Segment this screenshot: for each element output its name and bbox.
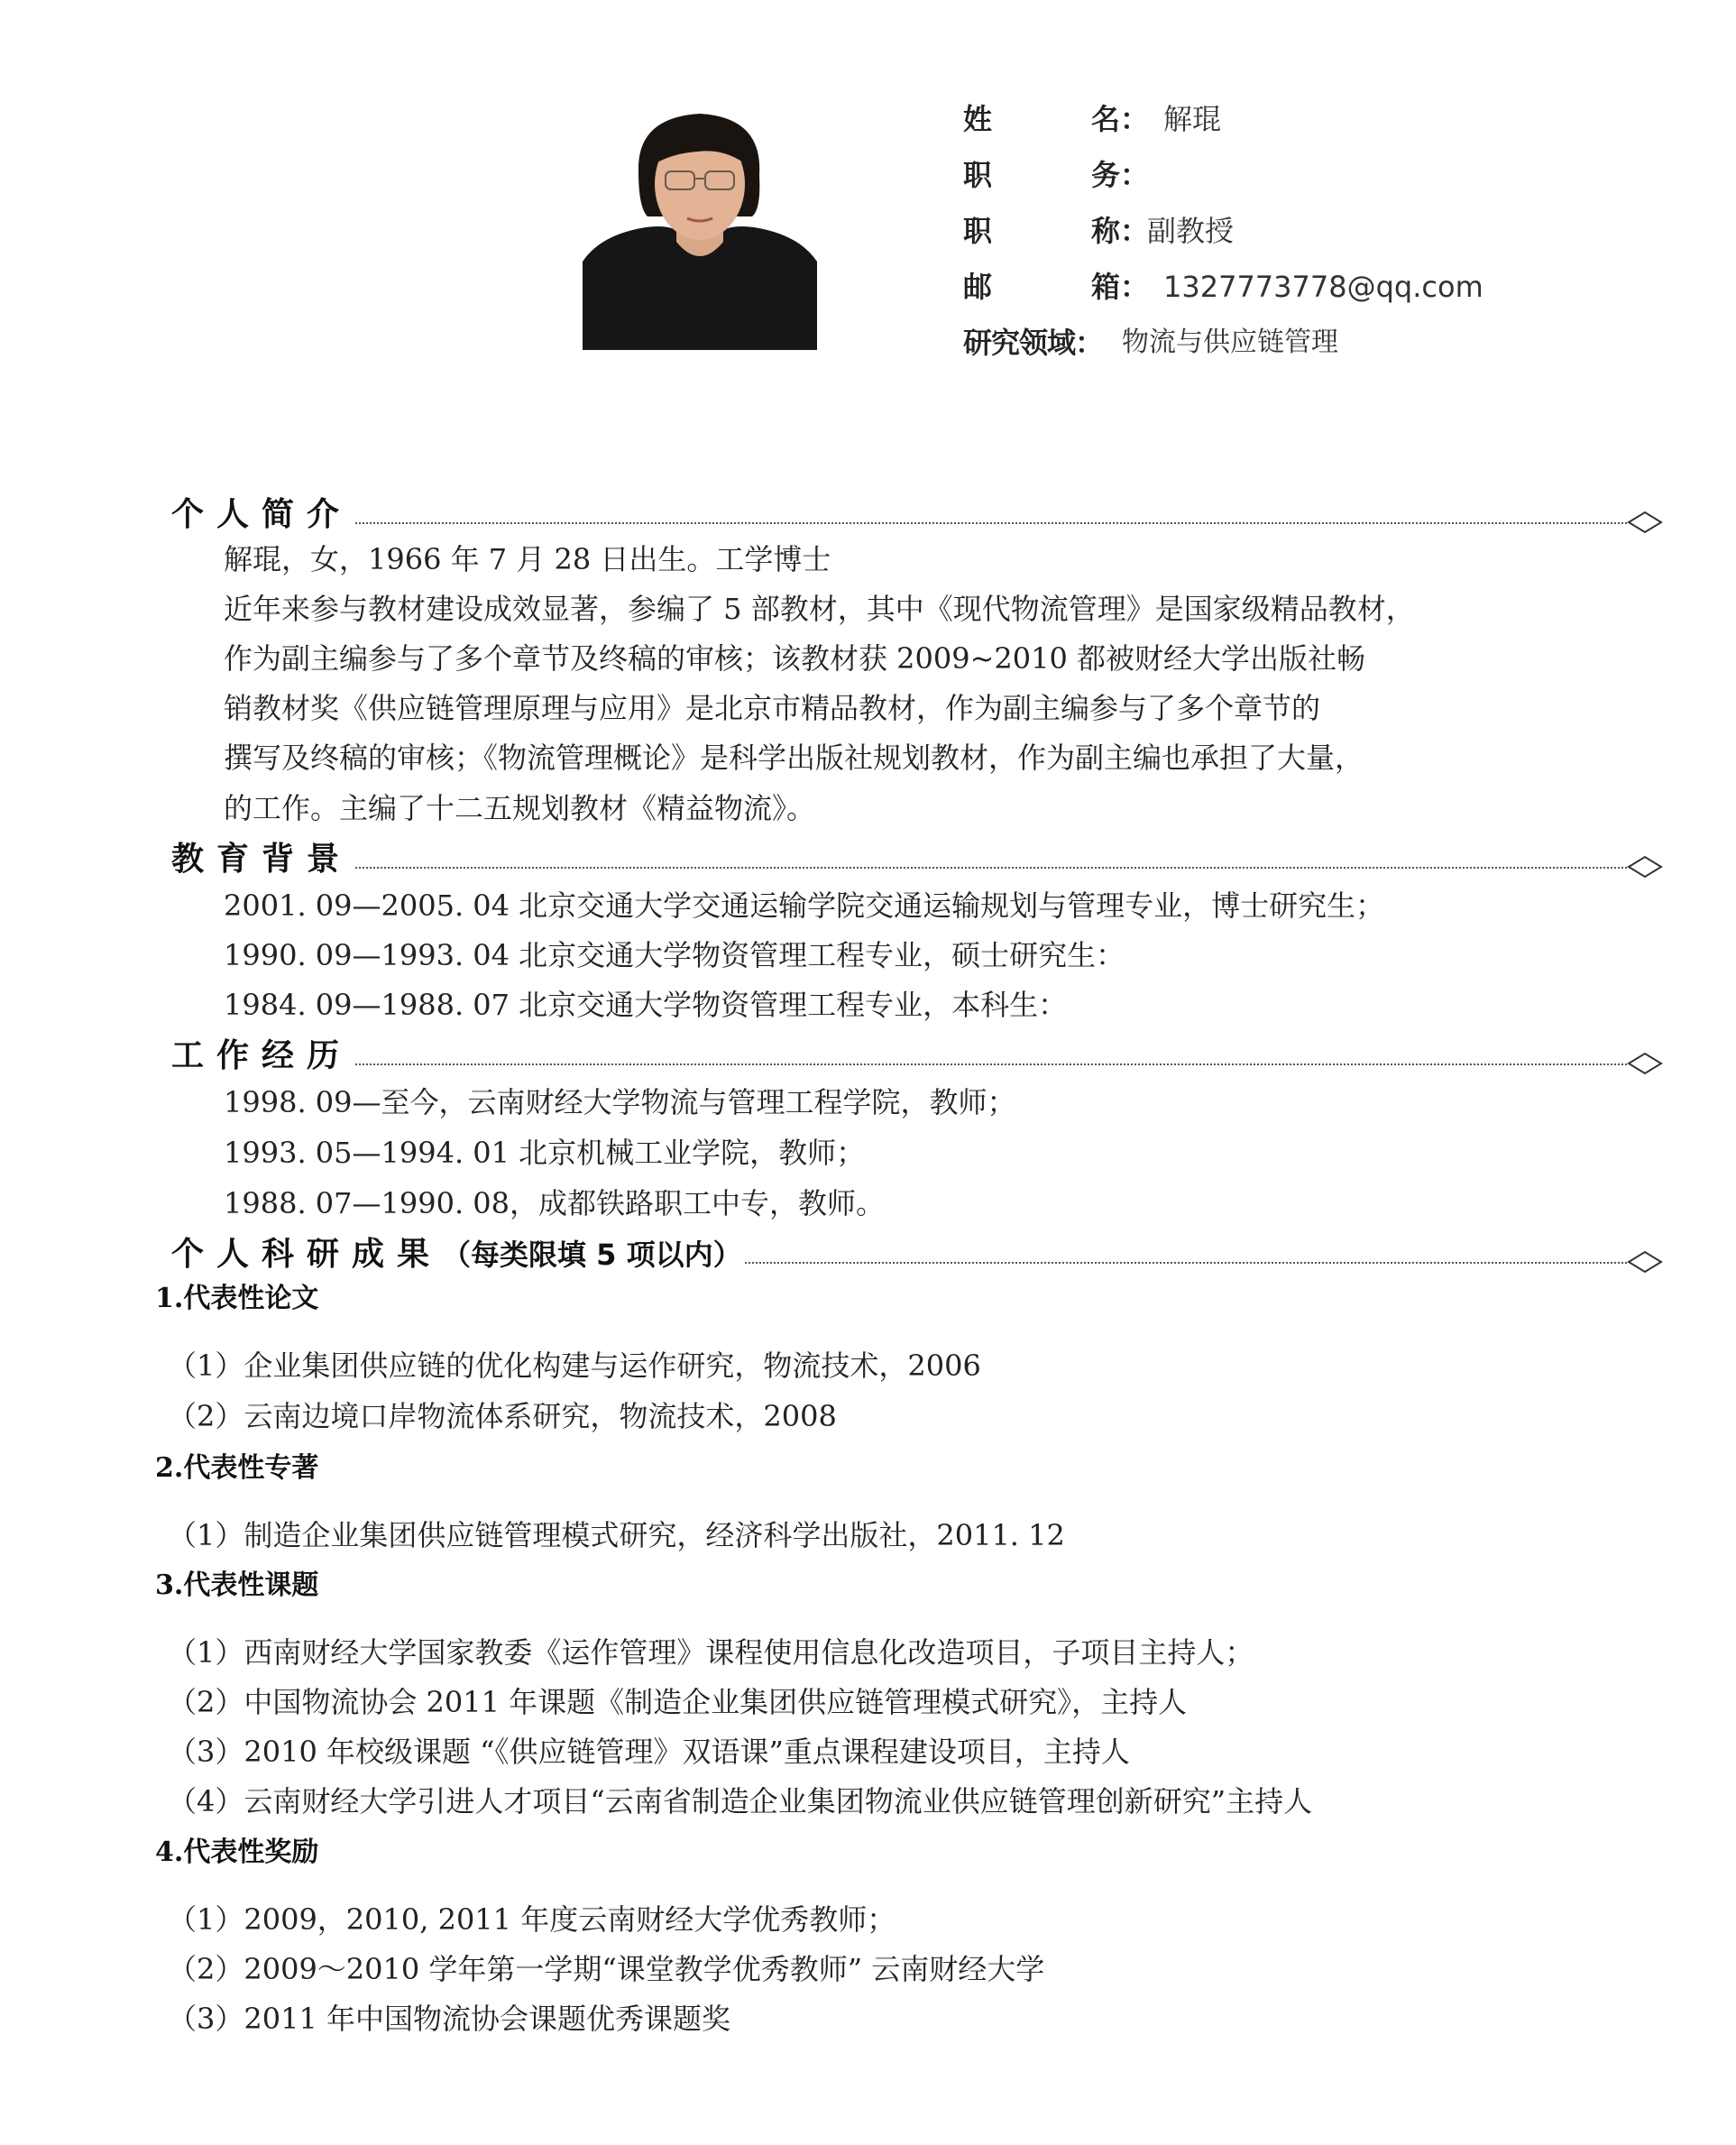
research-item: （1）制造企业集团供应链管理模式研究，经济科学出版社，2011. 12 bbox=[168, 1518, 1065, 1552]
intro-line: 的工作。主编了十二五规划教材《精益物流》。 bbox=[224, 791, 816, 825]
research-item: （1）西南财经大学国家教委《运作管理》课程使用信息化改造项目，子项目主持人； bbox=[168, 1635, 1254, 1670]
subheading-papers: 1.代表性论文 bbox=[155, 1283, 319, 1314]
research-title-text: 个人科研成果 bbox=[171, 1236, 443, 1273]
work-line: 1993. 05—1994. 01 北京机械工业学院，教师； bbox=[224, 1136, 866, 1170]
subheading-projects: 3.代表性课题 bbox=[155, 1570, 319, 1601]
research-item: （3）2010 年校级课题 “《供应链管理》双语课”重点课程建设项目，主持人 bbox=[168, 1735, 1130, 1769]
intro-line: 近年来参与教材建设成效显著，参编了 5 部教材，其中《现代物流管理》是国家级精品教材， bbox=[224, 592, 1415, 626]
education-line: 1990. 09—1993. 04 北京交通大学物资管理工程专业，硕士研究生： bbox=[224, 938, 1125, 972]
education-line: 2001. 09—2005. 04 北京交通大学交通运输学院交通运输规划与管理专业，博士研究生； bbox=[224, 888, 1385, 923]
email-label: 邮 bbox=[963, 270, 993, 304]
section-header-intro bbox=[171, 494, 1663, 538]
subheading-awards: 4.代表性奖励 bbox=[155, 1837, 319, 1868]
email-label-b: 箱： bbox=[1091, 270, 1150, 304]
title-value: 副教授 bbox=[1147, 214, 1235, 248]
intro-line: 作为副主编参与了多个章节及终稿的审核；该教材获 2009~2010 都被财经大学出版社畅 bbox=[224, 641, 1366, 676]
research-item: （2）云南边境口岸物流体系研究，物流技术，2008 bbox=[168, 1399, 837, 1433]
section-note: （每类限填 5 项以内） bbox=[442, 1238, 742, 1272]
work-line: 1988. 07—1990. 08，成都铁路职工中专，教师。 bbox=[224, 1186, 886, 1220]
portrait-photo-icon bbox=[583, 108, 817, 350]
work-line: 1998. 09—至今，云南财经大学物流与管理工程学院，教师； bbox=[224, 1085, 1016, 1119]
profile-photo bbox=[583, 108, 817, 350]
diamond-icon bbox=[1627, 1052, 1663, 1075]
title-label: 职 bbox=[963, 214, 993, 248]
research-item: （2）中国物流协会 2011 年课题《制造企业集团供应链管理模式研究》，主持人 bbox=[168, 1685, 1188, 1719]
dotted-divider bbox=[171, 522, 1627, 524]
diamond-icon bbox=[1627, 855, 1663, 879]
name-label-b: 名： bbox=[1091, 102, 1150, 136]
section-title: 教育背景 bbox=[171, 839, 354, 880]
section-title: 个人简介 bbox=[171, 494, 354, 536]
section-header-education bbox=[171, 839, 1663, 882]
research-item: （1）企业集团供应链的优化构建与运作研究，物流技术，2006 bbox=[168, 1349, 981, 1383]
research-label: 研究领域： bbox=[963, 326, 1104, 360]
section-title bbox=[171, 1234, 744, 1275]
research-value: 物流与供应链管理 bbox=[1122, 327, 1338, 358]
section-header-work bbox=[171, 1036, 1663, 1079]
position-label: 职 bbox=[963, 158, 993, 192]
research-item: （3）2011 年中国物流协会课题优秀课题奖 bbox=[168, 2002, 730, 2036]
intro-line: 解琨，女，1966 年 7 月 28 日出生。工学博士 bbox=[224, 542, 831, 576]
dotted-divider bbox=[171, 867, 1627, 869]
intro-line: 销教材奖《供应链管理原理与应用》是北京市精品教材，作为副主编参与了多个章节的 bbox=[224, 691, 1321, 725]
education-line: 1984. 09—1988. 07 北京交通大学物资管理工程专业，本科生： bbox=[224, 988, 1068, 1022]
dotted-divider bbox=[171, 1063, 1627, 1065]
name-value: 解琨 bbox=[1163, 102, 1222, 136]
intro-line: 撰写及终稿的审核；《物流管理概论》是科学出版社规划教材，作为副主编也承担了大量， bbox=[224, 741, 1364, 775]
section-title: 工作经历 bbox=[171, 1036, 354, 1077]
section-header-research bbox=[171, 1234, 1663, 1277]
diamond-icon bbox=[1627, 1250, 1663, 1274]
research-item: （1）2009，2010, 2011 年度云南财经大学优秀教师； bbox=[168, 1902, 896, 1937]
title-label-b: 称： bbox=[1091, 214, 1150, 248]
research-item: （4）云南财经大学引进人才项目“云南省制造企业集团物流业供应链管理创新研究”主持人 bbox=[168, 1784, 1313, 1818]
email-value[interactable]: 1327773778@qq.com bbox=[1163, 270, 1483, 304]
name-label: 姓 bbox=[963, 102, 993, 136]
subheading-monographs: 2.代表性专著 bbox=[155, 1452, 319, 1484]
position-label-b: 务： bbox=[1091, 158, 1150, 192]
diamond-icon bbox=[1627, 511, 1663, 534]
research-item: （2）2009～2010 学年第一学期“课堂教学优秀教师” 云南财经大学 bbox=[168, 1952, 1045, 1986]
